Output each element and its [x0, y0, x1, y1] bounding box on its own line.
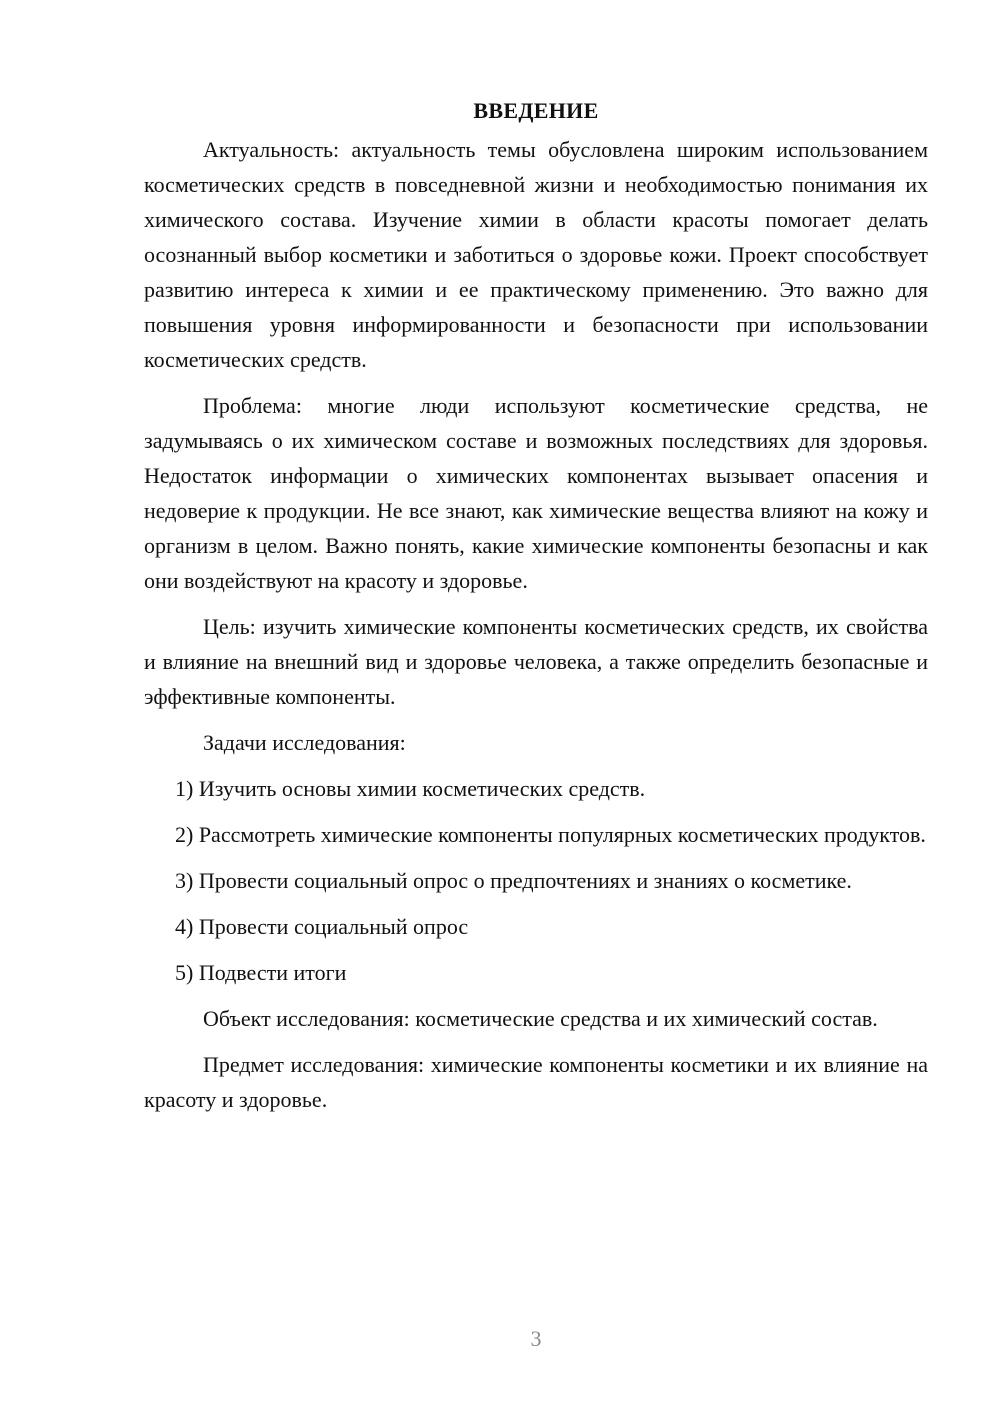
- task-item-2: 2) Рассмотреть химические компоненты популярных косметических продуктов.: [175, 822, 926, 847]
- problem-paragraph: Проблема: многие люди используют косметические средства, не задумываясь о их химическом составе и возможных последствиях для здоровья. Недостаток информации о химических компонентах вызывает опасения и недоверие к продукции. Не все знают, как химические вещества влияют на кожу и организм в целом. Важно понять, какие химические компоненты безопасны и как они воздействуют на красоту и здоровье.: [144, 393, 928, 593]
- task-item-4: 4) Провести социальный опрос: [175, 914, 469, 939]
- page-number: 3: [530, 1326, 542, 1351]
- goal-paragraph: Цель: изучить химические компоненты косметических средств, их свойства и влияние на внешний вид и здоровье человека, а также определить безопасные и эффективные компоненты.: [144, 614, 928, 709]
- page-title: ВВЕДЕНИЕ: [473, 98, 599, 123]
- task-item-3: 3) Провести социальный опрос о предпочтениях и знаниях о косметике.: [175, 868, 852, 893]
- task-item-5: 5) Подвести итоги: [175, 960, 347, 985]
- subject-paragraph: Предмет исследования: химические компоненты косметики и их влияние на красоту и здоровье.: [144, 1052, 928, 1112]
- object-paragraph: Объект исследования: косметические средства и их химический состав.: [203, 1006, 878, 1031]
- relevance-paragraph: Актуальность: актуальность темы обусловлена широким использованием косметических средств в повседневной жизни и необходимостью понимания их химического состава. Изучение химии в области красоты помогает делать осознанный выбор косметики и заботиться о здоровье кожи. Проект способствует развитию интереса к химии и ее практическому применению. Это важно для повышения уровня информированности и безопасности при использовании косметических средств.: [144, 137, 928, 372]
- task-item-1: 1) Изучить основы химии косметических средств.: [175, 776, 646, 801]
- tasks-heading: Задачи исследования:: [203, 730, 406, 755]
- document-body: [144, 96, 928, 1128]
